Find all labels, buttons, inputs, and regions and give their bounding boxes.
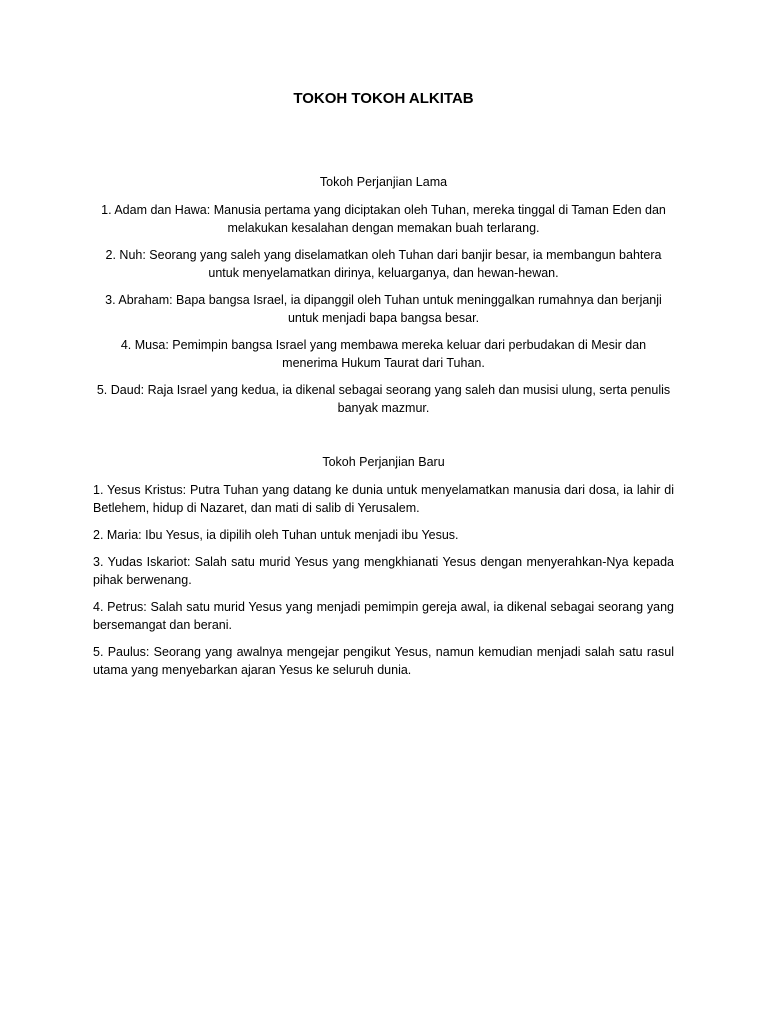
section-new-testament <box>93 453 674 688</box>
page-title: TOKOH TOKOH ALKITAB <box>293 90 474 107</box>
document-page <box>93 0 674 1024</box>
list-item: 4. Musa: Pemimpin bangsa Israel yang membawa mereka keluar dari perbudakan di Mesir dan menerima Hukum Taurat dari Tuhan. <box>120 338 647 370</box>
section-heading-old-testament: Tokoh Perjanjian Lama <box>319 175 448 189</box>
list-item: 1. Yesus Kristus: Putra Tuhan yang datang ke dunia untuk menyelamatkan manusia dari dosa, ia lahir di Betlehem, hidup di Nazaret, dan mati di salib di Yerusalem. <box>93 483 674 515</box>
list-item: 5. Daud: Raja Israel yang kedua, ia dikenal sebagai seorang yang saleh dan musisi ulung, serta penulis banyak mazmur. <box>96 383 671 415</box>
list-item: 1. Adam dan Hawa: Manusia pertama yang diciptakan oleh Tuhan, mereka tinggal di Taman Eden dan melakukan kesalahan dengan memakan buah terlarang. <box>101 203 666 235</box>
list-item: 3. Yudas Iskariot: Salah satu murid Yesus yang mengkhianati Yesus dengan menyerahkan-Nya kepada pihak berwenang. <box>93 555 674 587</box>
list-item: 3. Abraham: Bapa bangsa Israel, ia dipanggil oleh Tuhan untuk meninggalkan rumahnya dan berjanji untuk menjadi bapa bangsa besar. <box>105 293 662 325</box>
list-item: 2. Nuh: Seorang yang saleh yang diselamatkan oleh Tuhan dari banjir besar, ia membangun bahtera untuk menyelamatkan dirinya, keluarganya, dan hewan-hewan. <box>105 248 662 280</box>
section-old-testament <box>93 173 674 426</box>
section-heading-new-testament: Tokoh Perjanjian Baru <box>322 455 445 469</box>
list-item: 5. Paulus: Seorang yang awalnya mengejar pengikut Yesus, namun kemudian menjadi salah satu rasul utama yang menyebarkan ajaran Yesus ke seluruh dunia. <box>93 645 674 677</box>
list-item: 2. Maria: Ibu Yesus, ia dipilih oleh Tuhan untuk menjadi ibu Yesus. <box>93 528 459 542</box>
list-item: 4. Petrus: Salah satu murid Yesus yang menjadi pemimpin gereja awal, ia dikenal sebagai seorang yang bersemangat dan berani. <box>93 600 674 632</box>
